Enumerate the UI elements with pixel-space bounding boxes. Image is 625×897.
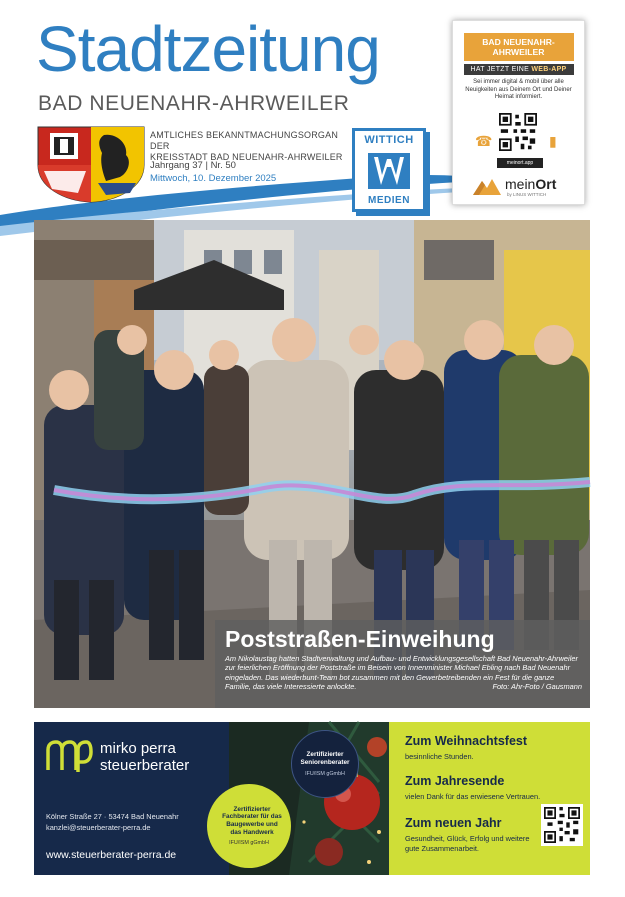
greeting-text: vielen Dank für das erwiesene Vertrauen. bbox=[405, 792, 541, 801]
mountain-logo-icon bbox=[473, 177, 501, 195]
issue-number: Jahrgang 37 | Nr. 50 bbox=[150, 160, 236, 171]
webapp-url[interactable]: meinort.app bbox=[497, 158, 543, 168]
qr-code-icon bbox=[544, 807, 580, 843]
seniorenberater-badge bbox=[291, 730, 359, 798]
cover-caption bbox=[225, 654, 582, 692]
greeting-heading: Zum neuen Jahr bbox=[405, 816, 502, 830]
publisher-w-mark bbox=[366, 151, 412, 191]
ad-street: Kölner Straße 27 · 53474 Bad Neuenahr bbox=[46, 812, 179, 821]
newspaper-title: Stadtzeitung bbox=[36, 13, 380, 85]
meinort-byline: by LINUS WITTICH bbox=[507, 192, 547, 197]
meinort-logo-light: mein bbox=[505, 176, 536, 192]
ad-brand-name bbox=[100, 740, 189, 774]
ad-address bbox=[46, 811, 179, 833]
webapp-hat-bold: WEB-APP bbox=[531, 66, 567, 73]
ad-qr-code[interactable] bbox=[541, 804, 583, 846]
webapp-banner-line-1: BAD NEUENAHR- bbox=[482, 37, 555, 47]
seniorenberater-title: Zertifizierter Seniorenberater bbox=[300, 751, 350, 766]
publisher-logo bbox=[352, 128, 426, 212]
ad-brand-line-2: steuerberater bbox=[100, 757, 190, 774]
cover-headline[interactable]: Poststraßen-Einweihung bbox=[225, 626, 495, 652]
ad-email[interactable]: kanzlei@steuerberater-perra.de bbox=[46, 823, 151, 832]
cover-caption-text: Am Nikolaustag hatten Stadtverwaltung und Aufbau- und Entwicklungsgesellschaft Bad Neuenahr-Ahrweiler zur feierlichen Eröffnung der Poststraße im Beisein von Innenminister Michael Ebling nach Bad Neuenahr eingeladen. Das wiederbunt-Team bot zusammen mit den Gewerbetreibenden ein Fest für die ganze Familie, das viele Interessierte anlockte. bbox=[225, 654, 578, 692]
seniorenberater-org: IFU/ISM gGmbH bbox=[305, 770, 345, 777]
publisher-suffix: MEDIEN bbox=[368, 195, 410, 206]
newspaper-subtitle: BAD NEUENAHR-AHRWEILER bbox=[38, 92, 350, 115]
cover-caption-box bbox=[215, 620, 590, 708]
photo-credit: Foto: Ahr-Foto / Gausmann bbox=[492, 682, 582, 692]
greeting-heading: Zum Jahresende bbox=[405, 774, 505, 788]
official-gazette-note bbox=[150, 130, 350, 163]
issue-date: Mittwoch, 10. Dezember 2025 bbox=[150, 173, 277, 184]
greeting-text: Gesundheit, Glück, Erfolg und weitere gute Zusammenarbeit. bbox=[405, 834, 530, 853]
webapp-description: Sei immer digital & mobil über alle Neuigkeiten aus Deinem Ort und Deiner Heimat informiert. bbox=[465, 79, 572, 100]
publisher-name: WITTICH bbox=[364, 134, 414, 146]
greeting-heading: Zum Weihnachtsfest bbox=[405, 734, 528, 748]
ad-brand-line-1: mirko perra bbox=[100, 740, 176, 757]
ad-christmas-panel bbox=[222, 722, 389, 875]
official-line-1: AMTLICHES BEKANNTMACHUNGSORGAN DER bbox=[150, 130, 339, 151]
greeting-text: besinnliche Stunden. bbox=[405, 752, 474, 761]
webapp-hat bbox=[464, 64, 574, 75]
fachberater-org: IFU/ISM gGmbH bbox=[229, 840, 269, 847]
tablet-icon: ▮ bbox=[549, 133, 557, 149]
meinort-logo bbox=[505, 176, 556, 192]
ad-website[interactable]: www.steuerberater-perra.de bbox=[46, 849, 177, 861]
fachberater-title: Zertifizierter Fachberater für das Baugewerbe und das Handwerk bbox=[222, 805, 282, 836]
mp-logo-icon bbox=[46, 740, 92, 772]
official-line-2: KREISSTADT BAD NEUENAHR-AHRWEILER bbox=[150, 152, 343, 162]
ad-brand-panel bbox=[34, 722, 229, 875]
qr-code-icon[interactable] bbox=[499, 113, 537, 151]
fachberater-badge bbox=[207, 784, 291, 868]
advertisement[interactable] bbox=[34, 722, 590, 875]
webapp-promo[interactable] bbox=[452, 20, 585, 205]
webapp-banner-line-2: AHRWEILER bbox=[492, 47, 545, 57]
webapp-banner bbox=[464, 33, 574, 61]
phone-icon: ☎ bbox=[475, 133, 493, 149]
coat-of-arms-logo bbox=[36, 125, 146, 203]
webapp-hat-prefix: HAT JETZT EINE bbox=[470, 66, 530, 73]
meinort-logo-bold: Ort bbox=[535, 176, 557, 192]
ad-greetings-panel bbox=[389, 722, 590, 875]
